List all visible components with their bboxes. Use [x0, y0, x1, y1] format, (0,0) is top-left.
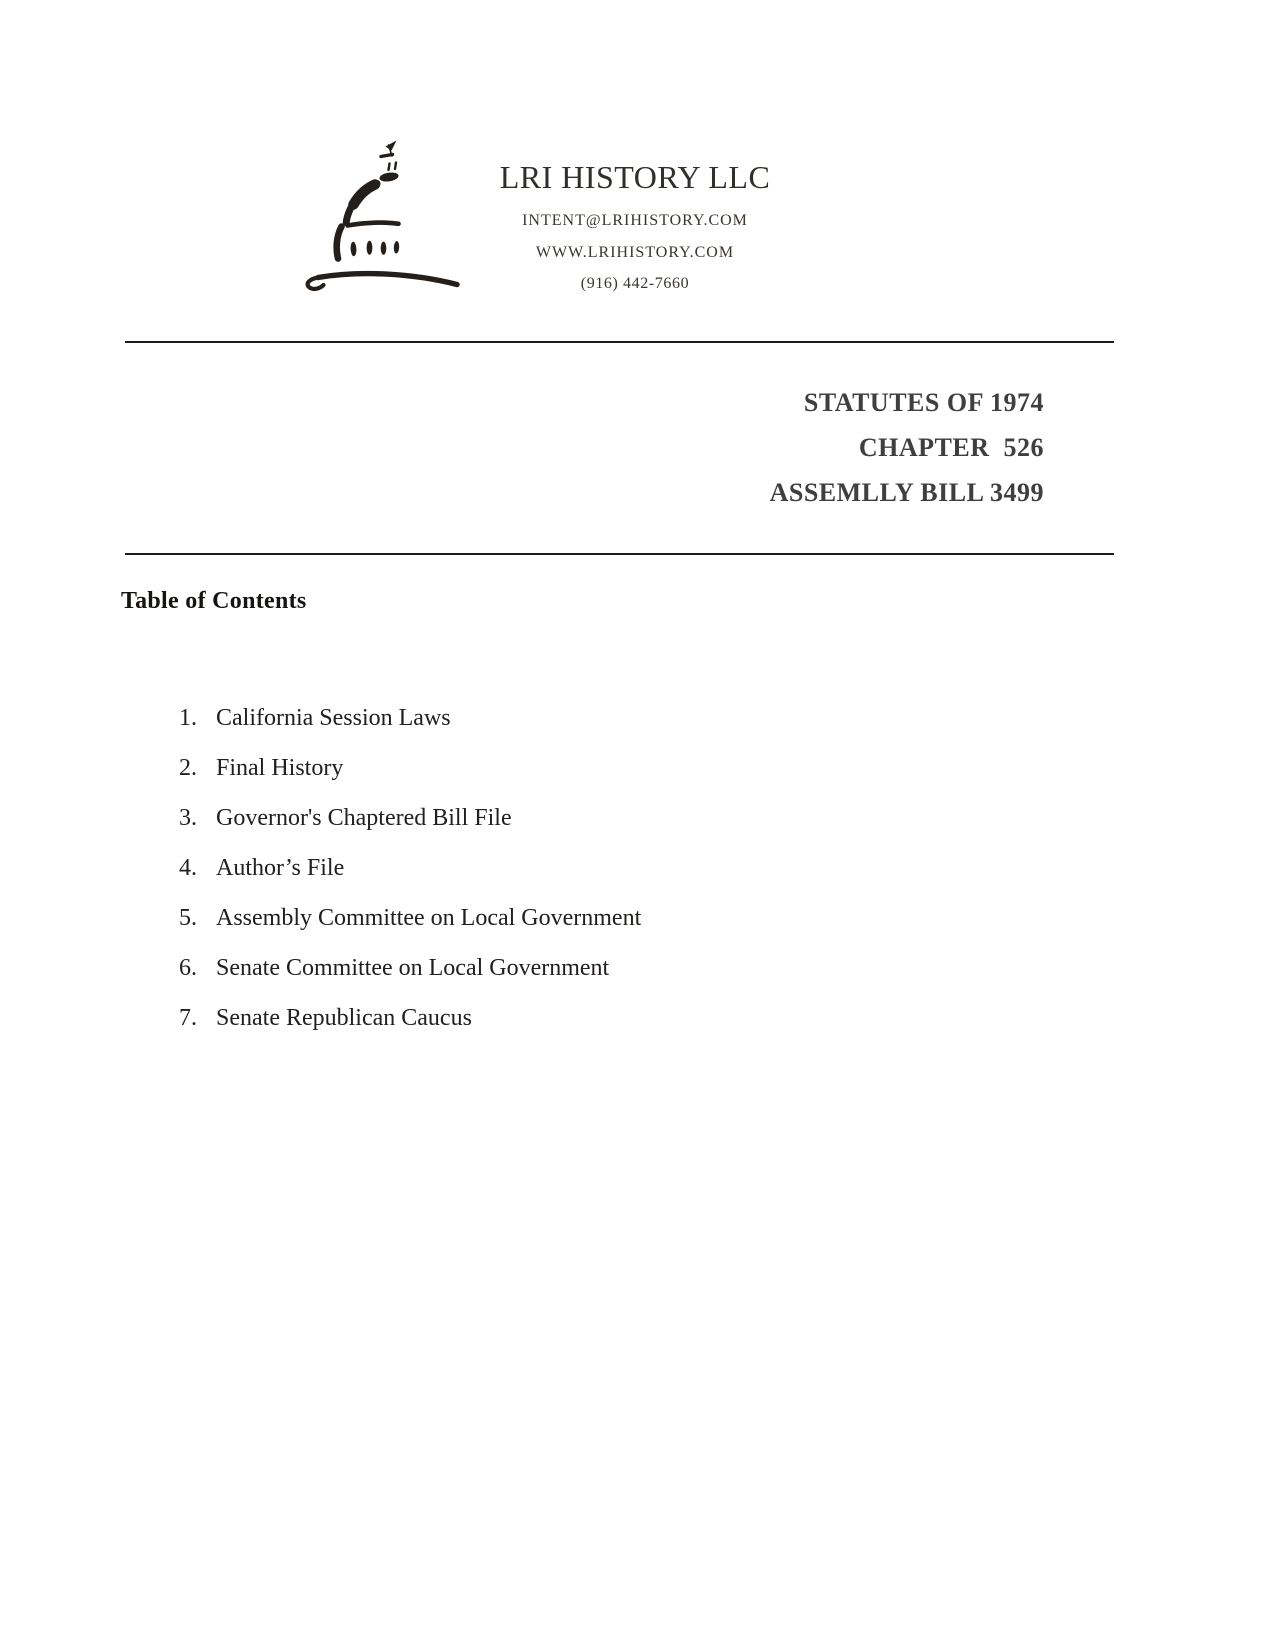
toc-item-label: California Session Laws	[216, 705, 451, 731]
toc-heading: Table of Contents	[121, 588, 307, 614]
company-phone: (916) 442-7660	[580, 275, 690, 292]
toc-item-number: 5.	[179, 905, 197, 931]
statutes-line: STATUTES OF 1974	[803, 388, 1044, 417]
toc-item-number: 4.	[179, 855, 197, 881]
toc-item-number: 3.	[179, 805, 197, 831]
company-name: LRI HISTORY LLC	[499, 159, 771, 195]
toc-item-number: 2.	[179, 755, 197, 781]
company-website: WWW.LRIHISTORY.COM	[535, 244, 735, 261]
toc-item-label: Governor's Chaptered Bill File	[216, 805, 512, 831]
toc-item-label: Final History	[216, 755, 344, 781]
assembly-bill-line: ASSEMLLY BILL 3499	[769, 478, 1044, 507]
toc-item-label: Assembly Committee on Local Government	[216, 905, 642, 931]
horizontal-rule-top	[125, 341, 1114, 343]
toc-list	[143, 643, 1043, 1031]
toc-item-label: Author’s File	[216, 855, 345, 881]
toc-item-number: 7.	[179, 1005, 197, 1031]
toc-item	[143, 643, 1043, 731]
company-email: INTENT@LRIHISTORY.COM	[522, 212, 748, 229]
horizontal-rule-bottom	[125, 553, 1114, 555]
toc-item-label: Senate Committee on Local Government	[216, 955, 610, 981]
case-header	[644, 380, 1044, 515]
toc-item-number: 1.	[179, 705, 197, 731]
chapter-line: CHAPTER 526	[858, 433, 1044, 462]
toc-item-label: Senate Republican Caucus	[216, 1005, 472, 1031]
toc-item-number: 6.	[179, 955, 197, 981]
